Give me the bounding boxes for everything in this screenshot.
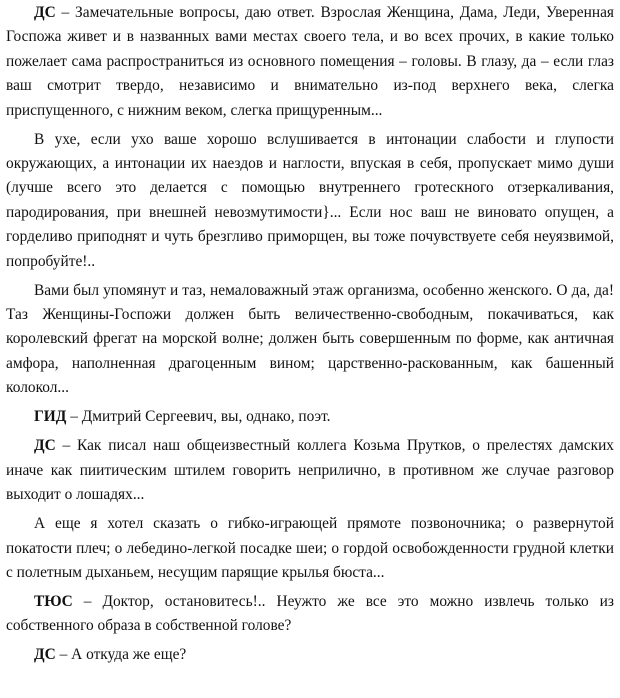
paragraph-text: Вами был упомянут и таз, немаловажный этаж организма, особенно женского. О да, да! Таз Женщины-Госпожи должен быть величественно-свободным, покачиваться, как королевский фрегат на морской волне; должен быть совершенным по форме, как античная амфора, наполненная драгоценным вином; царственно-раскованным, как башенный колокол... — [6, 281, 614, 397]
paragraph — [6, 128, 614, 274]
paragraph-text: – Дмитрий Сергеевич, вы, однако, поэт. — [66, 408, 331, 426]
speaker-label: ДС — [34, 4, 56, 21]
speaker-label: ДС — [34, 437, 56, 455]
speaker-label: ГИД — [34, 408, 67, 426]
paragraph-text: – Доктор, остановитесь!.. Неужто же все это можно извлечь только из собственного образа в собственной голове? — [6, 592, 614, 635]
paragraph-text: В ухе, если ухо ваше хорошо вслушивается в интонации слабости и глупости окружающих, а интонации их наездов и наглости, впуская в себя, пропускает мимо души (лучше всего это делается с помощью внутреннего гротескного отзеркаливания, пародирования, при внешней невозмутимости}... Если нос ваш не виновато опущен, а горделиво приподнят и чуть брезгливо приморщен, вы тоже почувствуете себя неуязвимой, попробуйте!.. — [6, 130, 614, 270]
paragraph — [6, 434, 614, 507]
speaker-label: ТЮС — [34, 592, 73, 610]
paragraph — [6, 590, 614, 639]
speaker-label: ДС — [34, 646, 56, 664]
paragraph — [6, 279, 614, 401]
paragraph-text: А еще я хотел сказать о гибко-играющей прямоте позвоночника; о развернутой покатости плеч; о лебедино-легкой посадке шеи; о гордой освобожденности грудной клетки с полетным дыханьем, несущим парящие крылья бюста... — [6, 515, 614, 581]
paragraph-text: – А откуда же еще? — [55, 646, 187, 664]
paragraph-text: – Как писал наш общеизвестный коллега Козьма Прутков, о прелестях дамских иначе как пиитическим штилем говорить неприлично, в противном же случае разговор выходит о лошадях... — [6, 437, 614, 504]
paragraph — [6, 1, 614, 123]
paragraph — [6, 643, 614, 667]
paragraph-text: – Замечательные вопросы, даю ответ. Взрослая Женщина, Дама, Леди, Уверенная Госпожа живет и в названных вами местах своего тела, и во всех прочих, в какие только пожелает сама распространиться из основного помещения – головы. В глазу, да – если глаз ваш смотрит твердо, независимо и внимательно из-под верхнего века, слегка приспущенного, с нижним веком, слегка прищуренным... — [6, 4, 614, 119]
paragraph — [6, 512, 614, 585]
paragraph — [6, 405, 614, 429]
